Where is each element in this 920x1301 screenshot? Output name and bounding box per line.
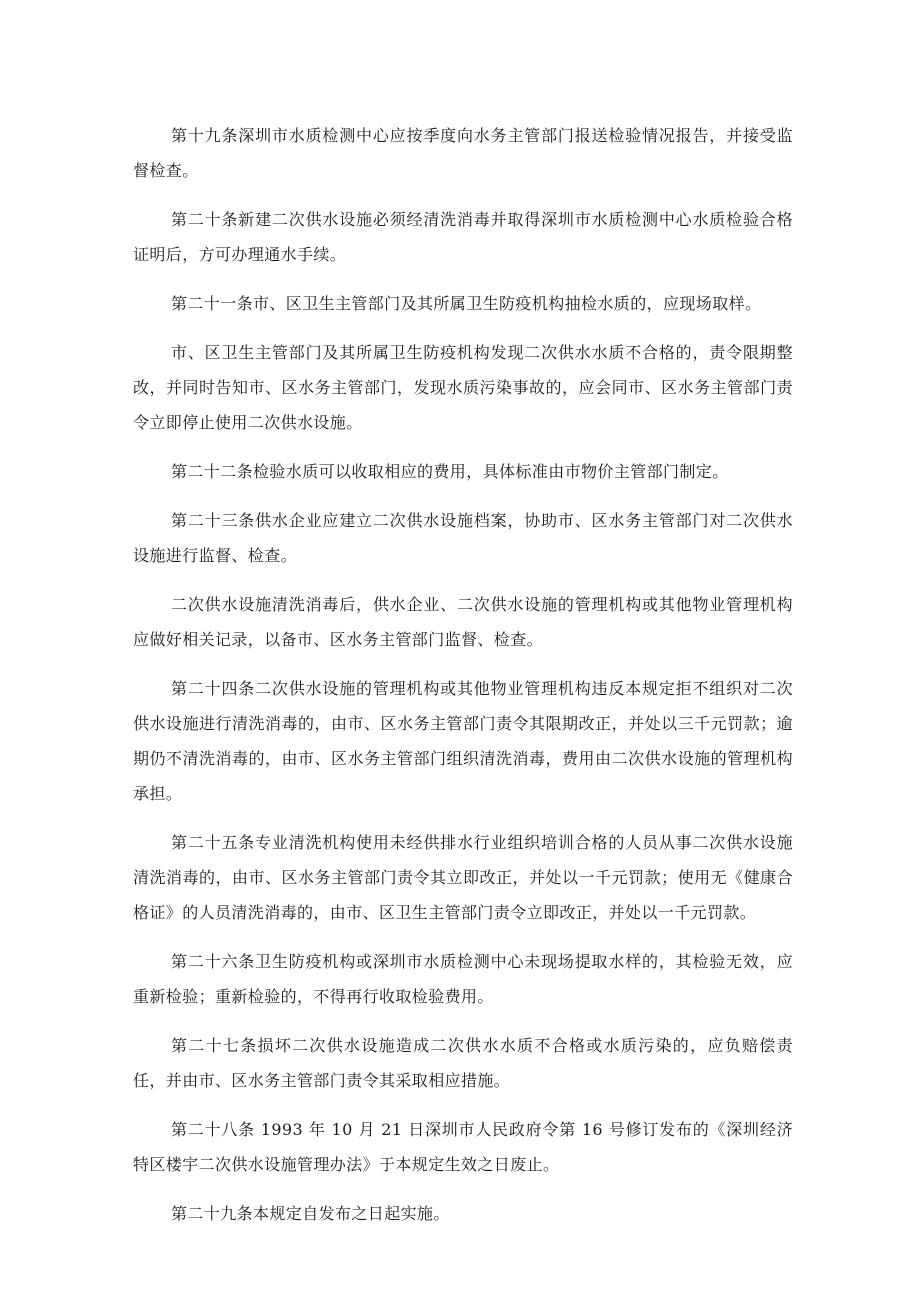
article-29: 第二十九条本规定自发布之日起实施。 xyxy=(171,1204,450,1223)
article-23-clause: 二次供水设施清洗消毒后，供水企业、二次供水设施的管理机构或其他物业管理机构应做好相关记录，以备市、区水务主管部门监督、检查。 xyxy=(133,595,793,649)
article-20: 第二十条新建二次供水设施必须经清洗消毒并取得深圳市水质检测中心水质检验合格证明后，方可办理通水手续。 xyxy=(133,210,793,264)
article-26: 第二十六条卫生防疫机构或深圳市水质检测中心未现场提取水样的，其检验无效，应重新检验；重新检验的，不得再行收取检验费用。 xyxy=(133,952,793,1006)
article-25: 第二十五条专业清洗机构使用未经供排水行业组织培训合格的人员从事二次供水设施清洗消毒的，由市、区水务主管部门责令其立即改正，并处以一千元罚款；使用无《健康合格证》的人员清洗消毒的，由市、区卫生主管部门责令立即改正，并处以一千元罚款。 xyxy=(133,833,793,922)
article-28: 第二十八条 1993 年 10 月 21 日深圳市人民政府令第 16 号修订发布的《深圳经济特区楼宇二次供水设施管理办法》于本规定生效之日废止。 xyxy=(133,1120,793,1174)
article-27: 第二十七条损坏二次供水设施造成二次供水水质不合格或水质污染的，应负赔偿责任，并由市、区水务主管部门责令其采取相应措施。 xyxy=(133,1036,793,1090)
document-body xyxy=(133,118,793,1245)
article-24: 第二十四条二次供水设施的管理机构或其他物业管理机构违反本规定拒不组织对二次供水设施进行清洗消毒的，由市、区水务主管部门责令其限期改正，并处以三千元罚款；逾期仍不清洗消毒的，由市、区水务主管部门组织清洗消毒，费用由二次供水设施的管理机构承担。 xyxy=(133,679,793,803)
article-19: 第十九条深圳市水质检测中心应按季度向水务主管部门报送检验情况报告，并接受监督检查。 xyxy=(133,126,793,180)
article-22: 第二十二条检验水质可以收取相应的费用，具体标准由市物价主管部门制定。 xyxy=(171,462,729,481)
article-21: 第二十一条市、区卫生主管部门及其所属卫生防疫机构抽检水质的，应现场取样。 xyxy=(171,294,762,313)
article-23: 第二十三条供水企业应建立二次供水设施档案，协助市、区水务主管部门对二次供水设施进行监督、检查。 xyxy=(133,511,793,565)
article-21-clause: 市、区卫生主管部门及其所属卫生防疫机构发现二次供水水质不合格的，责令限期整改，并同时告知市、区水务主管部门，发现水质污染事故的，应会同市、区水务主管部门责令立即停止使用二次供水设施。 xyxy=(133,343,793,432)
